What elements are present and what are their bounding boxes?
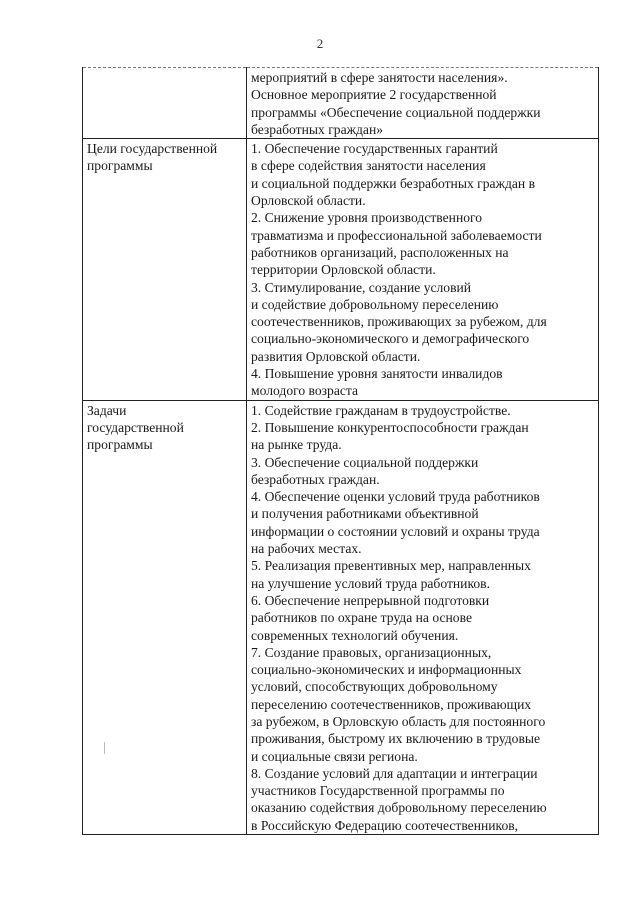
content-line: информации о состоянии условий и охраны труда bbox=[251, 523, 540, 539]
content-line: 1. Содействие гражданам в трудоустройстве. bbox=[251, 402, 511, 418]
table-row-tasks bbox=[83, 400, 599, 834]
content-line: территории Орловской области. bbox=[251, 262, 436, 278]
content-line: на улучшение условий труда работников. bbox=[251, 575, 490, 591]
content-line: 2. Повышение конкурентоспособности граждан bbox=[251, 419, 529, 435]
content-line: 3. Обеспечение социальной поддержки bbox=[251, 454, 479, 470]
content-line: 4. Повышение уровня занятости инвалидов bbox=[251, 366, 503, 382]
content-cell bbox=[247, 68, 599, 139]
content-line: переселению соотечественников, проживающих bbox=[251, 696, 532, 712]
content-line: за рубежом, в Орловскую область для постоянного bbox=[251, 713, 546, 729]
content-line: и социальные связи региона. bbox=[251, 748, 418, 764]
label-cell bbox=[83, 400, 247, 834]
content-line: проживания, быстрому их включению в трудовые bbox=[251, 731, 541, 747]
table-row-goals bbox=[83, 139, 599, 400]
content-line: 4. Обеспечение оценки условий труда работников bbox=[251, 489, 540, 505]
program-passport-table bbox=[82, 67, 599, 835]
content-line: работников организаций, расположенных на bbox=[251, 244, 509, 260]
label-cell bbox=[83, 139, 247, 400]
content-line: 6. Обеспечение непрерывной подготовки bbox=[251, 592, 490, 608]
content-line: условий, способствующих добровольному bbox=[251, 679, 498, 695]
scan-artifact bbox=[104, 742, 105, 754]
content-line: мероприятий в сфере занятости населения». bbox=[251, 70, 508, 85]
label-cell bbox=[83, 68, 247, 139]
row-label-line: государственной bbox=[87, 419, 184, 435]
content-line: 3. Стимулирование, создание условий bbox=[251, 279, 472, 295]
content-cell bbox=[247, 400, 599, 834]
content-line: 2. Снижение уровня производственного bbox=[251, 210, 483, 226]
content-line: 8. Создание условий для адаптации и интеграции bbox=[251, 765, 538, 781]
content-line: на рынке труда. bbox=[251, 437, 342, 453]
content-line: травматизма и профессиональной заболеваемости bbox=[251, 227, 542, 243]
content-line: оказанию содействия добровольному переселению bbox=[251, 800, 547, 816]
content-line: современных технологий обучения. bbox=[251, 627, 459, 643]
content-line: молодого возраста bbox=[251, 383, 359, 399]
content-line: 5. Реализация превентивных мер, направленных bbox=[251, 558, 531, 574]
content-line: Орловской области. bbox=[251, 193, 366, 209]
content-line: Основное мероприятие 2 государственной bbox=[251, 87, 497, 103]
content-line: участников Государственной программы по bbox=[251, 783, 505, 799]
content-line: соотечественников, проживающих за рубежом, для bbox=[251, 314, 547, 330]
row-label-line: Цели государственной bbox=[87, 141, 218, 157]
row-label-line: Задачи bbox=[87, 402, 127, 418]
content-line: и получения работниками объективной bbox=[251, 506, 479, 522]
content-line: в сфере содействия занятости населения bbox=[251, 158, 486, 174]
content-line: социально-экономических и информационных bbox=[251, 662, 522, 678]
content-line: на рабочих местах. bbox=[251, 541, 362, 557]
content-line: работников по охране труда на основе bbox=[251, 610, 472, 626]
row-label-line: программы bbox=[87, 158, 153, 174]
content-line: безработных граждан» bbox=[251, 121, 384, 137]
content-line: 7. Создание правовых, организационных, bbox=[251, 644, 492, 660]
content-line: 1. Обеспечение государственных гарантий bbox=[251, 141, 498, 157]
content-line: и содействие добровольному переселению bbox=[251, 296, 499, 312]
content-line: программы «Обеспечение социальной поддержки bbox=[251, 104, 541, 120]
content-line: и социальной поддержки безработных граждан в bbox=[251, 175, 536, 191]
content-line: в Российскую Федерацию соотечественников, bbox=[251, 817, 519, 833]
content-line: социально-экономического и демографического bbox=[251, 331, 530, 347]
page-number: 2 bbox=[316, 36, 324, 51]
table-row-continuation bbox=[83, 68, 599, 139]
row-label-line: программы bbox=[87, 437, 153, 453]
content-line: развития Орловской области. bbox=[251, 348, 421, 364]
content-line: безработных граждан. bbox=[251, 471, 380, 487]
content-cell bbox=[247, 139, 599, 400]
